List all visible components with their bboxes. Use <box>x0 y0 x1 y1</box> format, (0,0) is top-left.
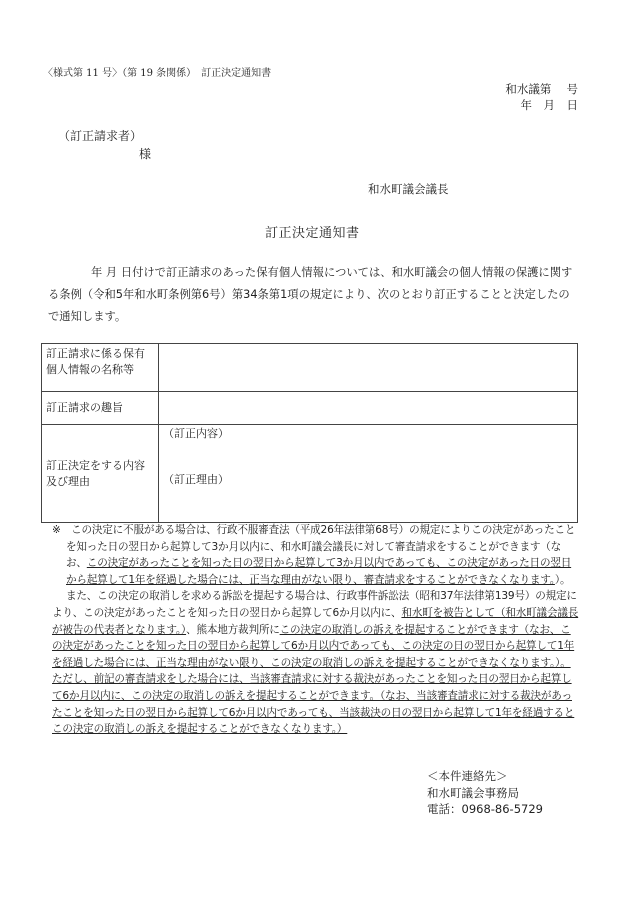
document-title: 訂正決定通知書 <box>265 226 360 241</box>
decision-label: 訂正決定をする内容及び理由 <box>42 425 159 523</box>
honorific: 様 <box>139 147 152 161</box>
contact-office: 和水町議会事務局 <box>427 785 519 800</box>
correction-content-heading: （訂正内容） <box>163 427 229 440</box>
info-name-label: 訂正請求に係る保有個人情報の名称等 <box>42 344 159 392</box>
sender-name: 和水町議会議長 <box>368 182 449 196</box>
table-row <box>42 392 578 425</box>
table-row <box>42 344 578 392</box>
note-appeal: ※ この決定に不服がある場合は、行政不服審査法（平成26年法律第68号）の規定によりこの決定があったことを知った日の翌日から起算して3か月以内に、和水町議会議長に対して審査請求をすることができます（なお、この決定があったことを知った日の翌日から起算して3か月以内であっても、この決定があった日の翌日から起算して1年を経過した場合には、正当な理由がない限り、審査請求をすることができなくなります。）。 <box>52 524 576 586</box>
contact-block <box>427 768 543 818</box>
decision-value <box>159 425 578 523</box>
contact-phone: 電話：0968-86-5729 <box>427 802 543 816</box>
correction-reason-heading: （訂正理由） <box>163 473 229 486</box>
correction-info-table <box>41 343 578 523</box>
request-purpose-label: 訂正請求の趣旨 <box>42 392 159 425</box>
note-mark: ※ <box>52 524 61 536</box>
notes-section <box>44 522 580 738</box>
contact-heading: ＜本件連絡先＞ <box>427 769 508 783</box>
table-row <box>42 425 578 523</box>
info-name-value <box>159 344 578 392</box>
document-number: 和水議第 号 <box>505 82 578 96</box>
requester-label: （訂正請求者） <box>58 129 143 143</box>
intro-paragraph: 年 月 日付けで訂正請求のあった保有個人情報については、和水町議会の個人情報の保護に関する条例（令和5年和水町条例第6号）第34条第1項の規定により、次のとおり訂正することと決定したので通知します。 <box>48 266 573 323</box>
form-reference: 〈様式第 11 号〉（第 19 条関係） 訂正決定通知書 <box>43 68 272 79</box>
note-lawsuit: また、この決定の取消しを求める訴訟を提起する場合は、行政事件訴訟法（昭和37年法律第139号）の規定により、この決定があったことを知った日の翌日から起算して6か月以内に、和水町を被告として（和水町議会議長が被告の代表者となります。）、熊本地方裁判所にこの決定の取消しの訴えを提起することができます（なお、この決定があったことを知った日の翌日から起算して6か月以内であっても、この決定の日の翌日から起算して1年を経過した場合には、正当な理由がない限り、この決定の取消しの訴えを提起することができなくなります。）。ただし、前記の審査請求をした場合には、当該審査請求に対する裁決があったことを知った日の翌日から起算して6か月以内に、この決定の取消しの訴えを提起することができます。（なお、当該審査請求に対する裁決があったことを知った日の翌日から起算して6か月以内であっても、当該裁決の日の翌日から起算して1年を経過するとこの決定の取消しの訴えを提起することができなくなります。） <box>52 590 579 736</box>
document-date: 年 月 日 <box>520 98 578 112</box>
request-purpose-value <box>159 392 578 425</box>
